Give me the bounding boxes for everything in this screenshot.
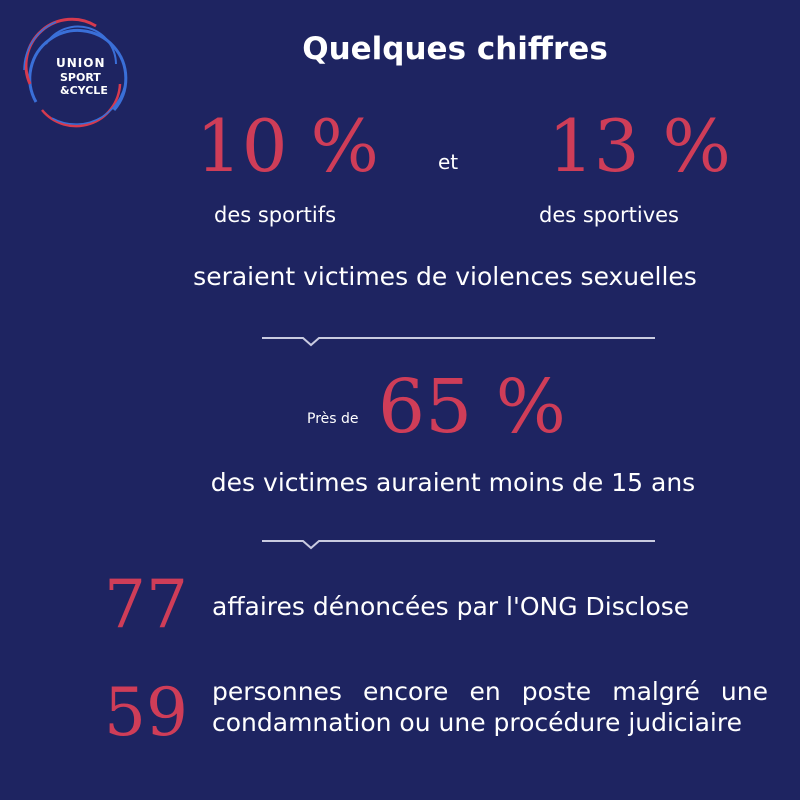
stat-value-victimes: 65 % (378, 364, 566, 450)
stat-text-personnes: personnes encore en poste malgré une condamnation ou une procédure judiciaire (212, 677, 768, 737)
stat-value-personnes: 59 (104, 674, 188, 751)
logo-text-union: UNION (56, 56, 106, 70)
logo-text-cycle: &CYCLE (60, 84, 108, 97)
divider-line (0, 531, 800, 551)
stat-value-sportifs: 10 % (196, 104, 379, 188)
union-sport-cycle-logo (16, 14, 134, 132)
stat-label-sportifs: des sportifs (214, 203, 337, 227)
stat-text-affaires: affaires dénoncées par l'ONG Disclose (212, 592, 690, 621)
logo-text-sport: SPORT (60, 71, 101, 84)
stat-value-sportives: 13 % (548, 104, 731, 188)
page-title: Quelques chiffres (302, 31, 608, 67)
stat-value-affaires: 77 (104, 566, 188, 643)
stat-connector: et (438, 150, 459, 174)
stat-label-sportives: des sportives (539, 203, 679, 227)
stat-caption-violences: seraient victimes de violences sexuelles (193, 262, 697, 291)
divider-line (0, 328, 800, 348)
stat-caption-age: des victimes auraient moins de 15 ans (210, 468, 696, 497)
stat-prefix: Près de (307, 411, 359, 427)
